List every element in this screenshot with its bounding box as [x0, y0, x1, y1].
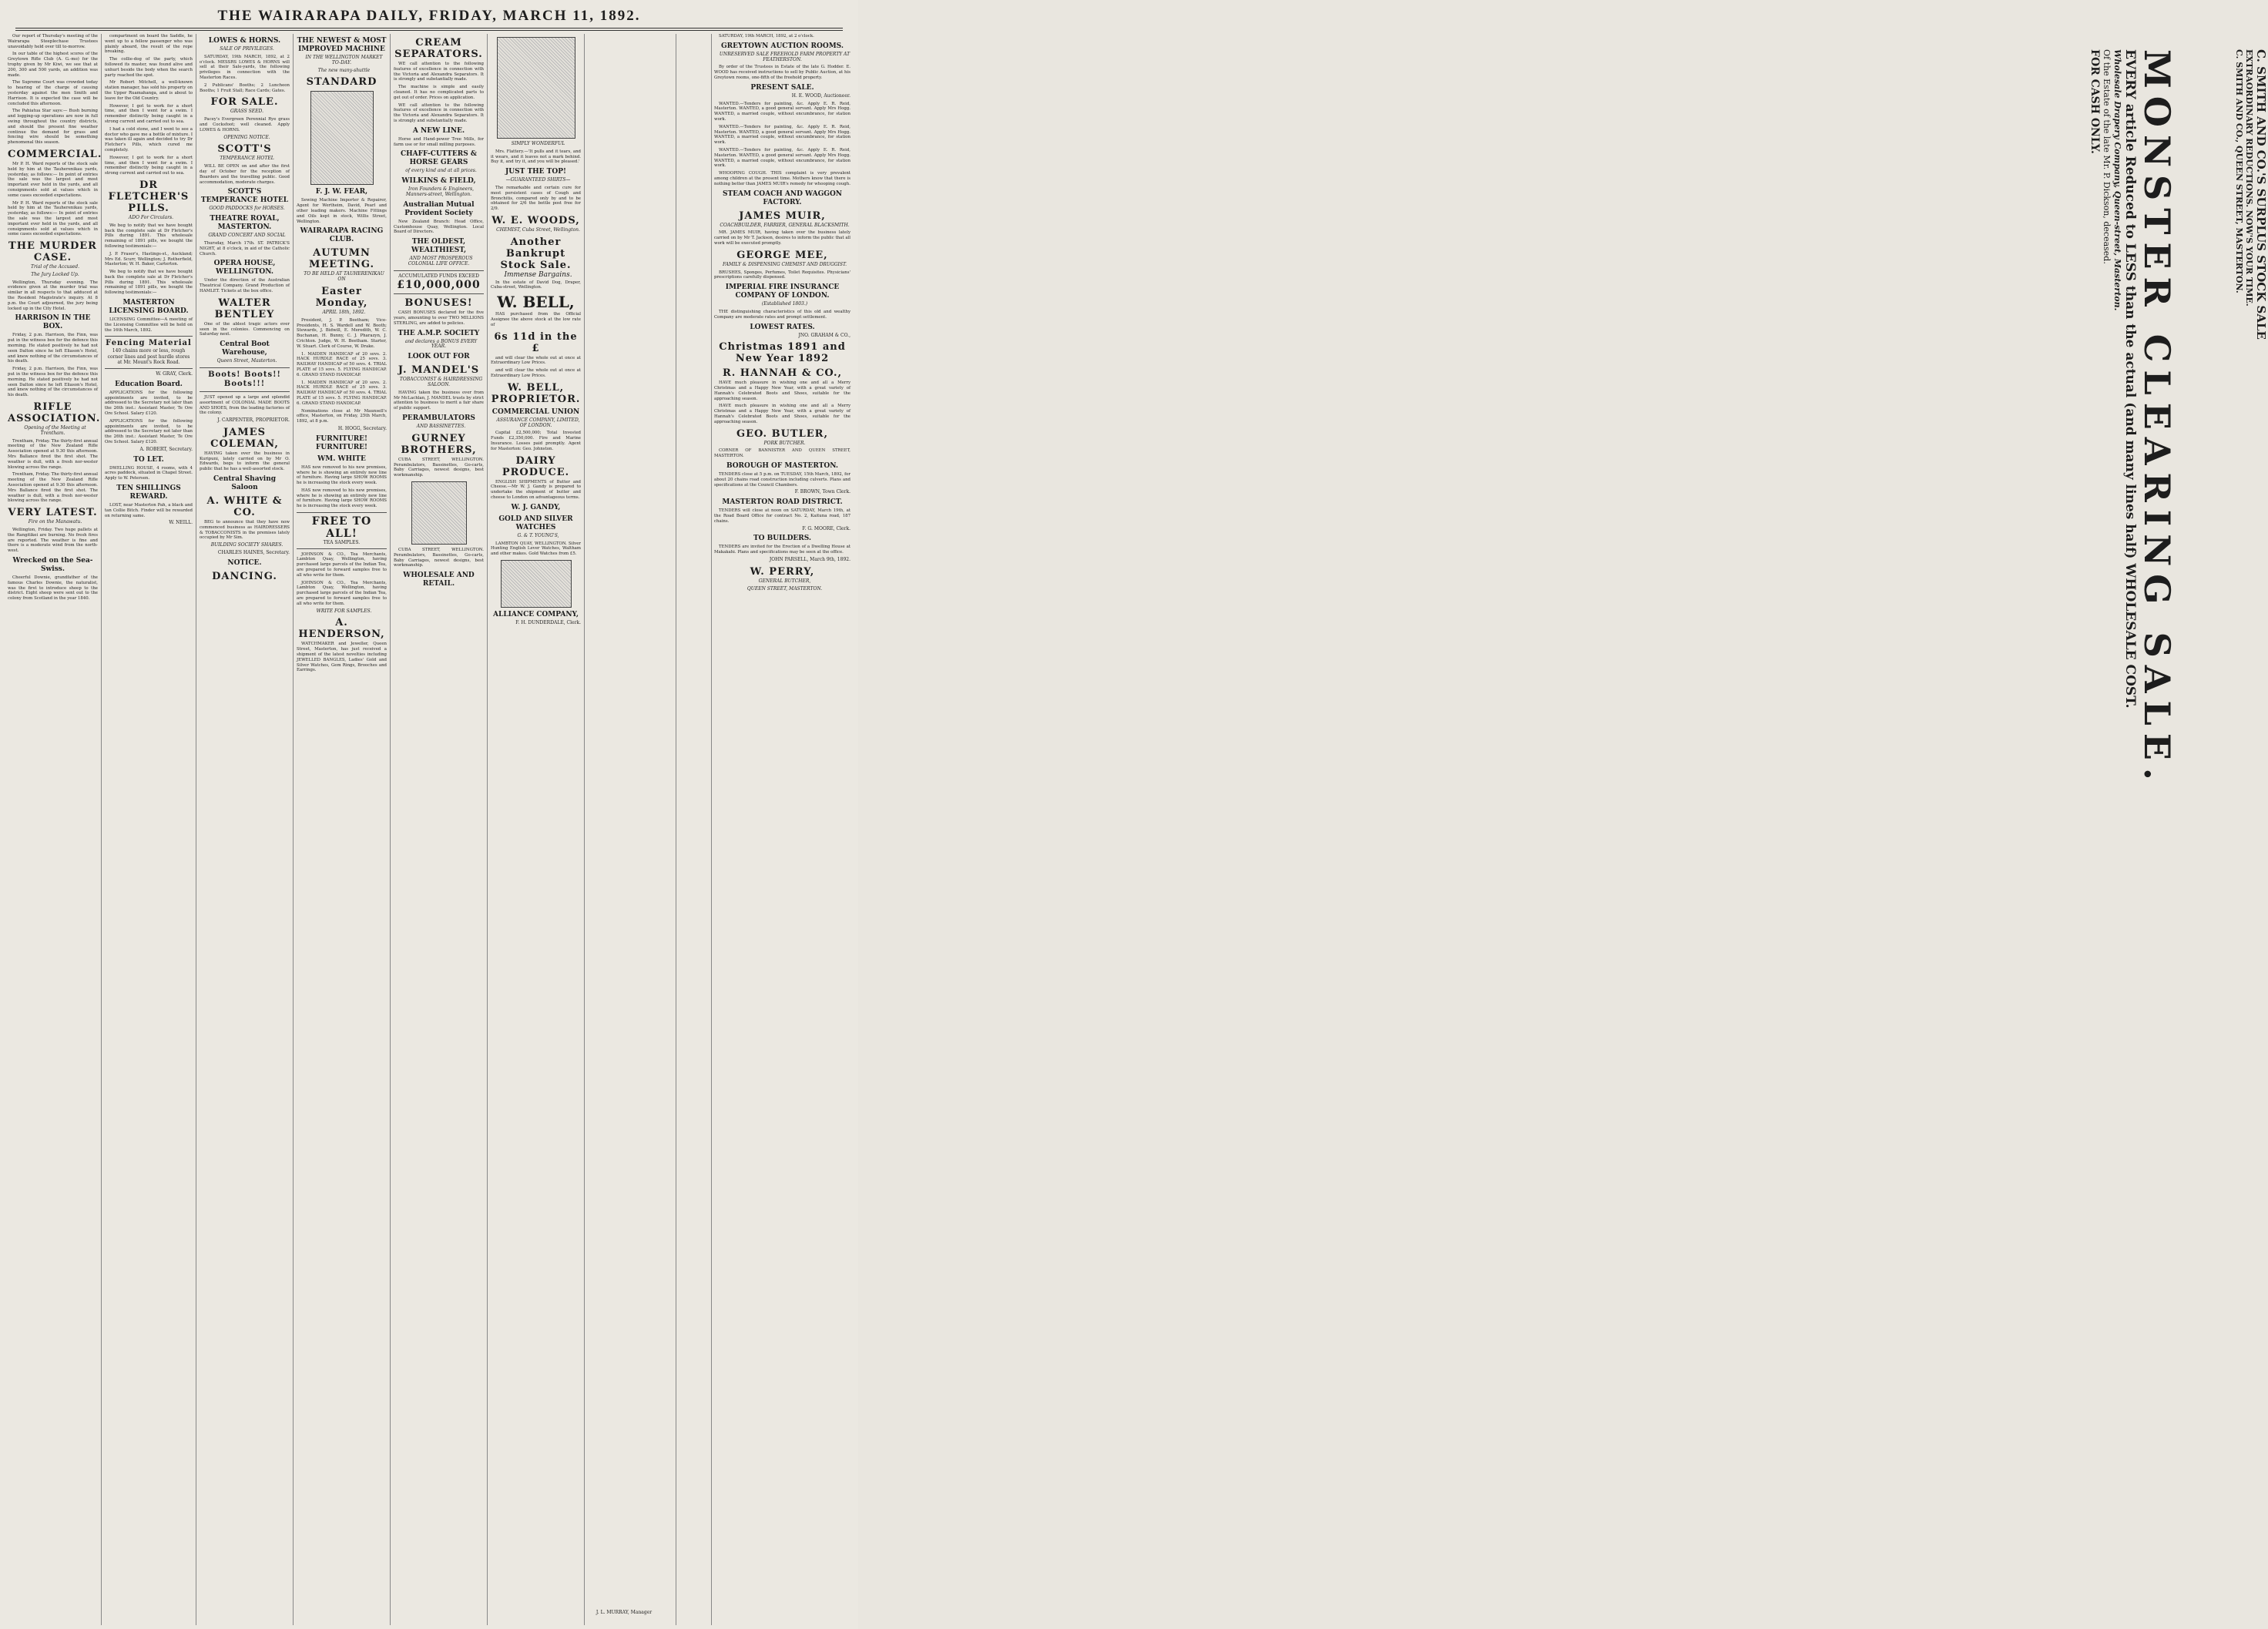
- heading-dancing: DANCING.: [212, 570, 277, 582]
- paragraph: The machine is simple and easily cleaned. It has no complicated parts to get out of order. Prices on application.: [394, 85, 484, 100]
- monster-sale-title: MONSTER CLEARING SALE.: [2136, 49, 2178, 788]
- subheading: GRAND CONCERT AND SOCIAL: [208, 233, 286, 239]
- paragraph: In the estate of David Dog, Draper, Cuba-street, Wellington.: [491, 280, 581, 290]
- heading-to-let: TO LET.: [133, 455, 164, 464]
- paragraph: Cheerful Downie, grandfather of the famous Charles Downie, the naturalist, was the first to introduce sheep to the district. Eight sheep were sent out to the colony from Scotland in the year 1840.: [8, 575, 98, 602]
- paragraph: Trentham, Friday. The thirty-first annual meeting of the New Zealand Rifle Association opened at 9.30 this afternoon. Mrs Ballance fired the first shot. The weather is dull, with a fresh nor-wester blowing across the range.: [8, 438, 99, 470]
- subheading: FAMILY & DISPENSING CHEMIST AND DRUGGIST.: [722, 261, 847, 267]
- paragraph: JOHNSON & CO., Tea Merchants, Lambton Quay, Wellington, having purchased large parcels of the Indian Tea, are prepared to forward samples free to all who write for them.: [297, 551, 387, 578]
- heading-furniture: FURNITURE! FURNITURE!: [316, 434, 367, 451]
- heading-fletcher-pills: DR FLETCHER'S PILLS.: [108, 179, 190, 214]
- heading-autumn-meeting: AUTUMN MEETING.: [308, 247, 374, 271]
- subheading: BUILDING SOCIETY SHARES.: [210, 542, 284, 548]
- paragraph: Horse and Hand-power Tree Mills, for farm use or for small milling purposes.: [394, 136, 484, 147]
- smith-sale-line: EXTRAORDINARY REDUCTIONS. NOW'S YOUR TIME.: [2244, 49, 2254, 307]
- heading-commercial-union: COMMERCIAL UNION: [492, 407, 580, 416]
- paragraph: MR. JAMES MUIR, having taken over the business lately carried on by Mr T. Jackson, desires to inform the public that all work will be executed promptly.: [714, 230, 850, 246]
- heading-james-muir: JAMES MUIR,: [739, 209, 826, 222]
- heading-alliance: ALLIANCE COMPANY,: [493, 610, 579, 618]
- heading-lowes-horns: LOWES & HORNS.: [208, 37, 281, 45]
- paragraph: We beg to notify that we have bought back the complete sale at Dr Fletcher's Pills during 1891. This wholesale remaining of 1891 pills, we bought the following testimonials:—: [105, 270, 193, 296]
- subheading: APRIL 18th, 1892.: [322, 309, 366, 315]
- heading-imperial-fire: IMPERIAL FIRE INSURANCE COMPANY OF LONDON.: [725, 283, 840, 300]
- subheading: Iron Founders & Engineers, Manners-street, Wellington.: [405, 186, 475, 197]
- paragraph: 2 Publicans' Booths; 2 Luncheon Booths; 1 Fruit Stall; Race Cards; Gates.: [200, 82, 290, 93]
- subheading: The new many-shuttle: [317, 67, 371, 73]
- heading-road-district: MASTERTON ROAD DISTRICT.: [722, 498, 843, 507]
- paragraph: The collie-dog of the party, which followed its master, was found alive and unhurt beside the body when the search party reached the spot.: [105, 57, 193, 78]
- paragraph: Friday, 2 p.m. Harrison, the Finn, was put in the witness box for the defence this morning. He stated positively he had not seen Dalton since he left Eliason's Hotel, and knew nothing of the circumstances of his death.: [8, 367, 98, 398]
- paragraph: APPLICATIONS for the following appointments are invited, to be addressed to the Secretary not later than the 26th inst.: Assistant Master, Te Ore Ore School. Salary £120.: [105, 390, 193, 416]
- paragraph: WILL BE OPEN on and after the first day of October for the reception of Boarders and the travelling public. Good accommodation, moderate charges.: [200, 164, 290, 185]
- paragraph: President, J. P. Beetham; Vice-Presidents, H. S. Wardell and W. Booth; Stewards, J. Bidwill, E. Meredith, W. C. Buchanan, H. Bunny, C. J. Pharazyn, J. Crichton. Judge, W. H. Beetham. Starter, W. Stuart. Clerk of Course, W. Drake.: [297, 317, 387, 349]
- monster-sale-line: EVERY article Reduced to LESS than the actual (and many lines half) WHOLESALE COST.: [2122, 49, 2138, 709]
- heading-education-board: Education Board.: [115, 380, 183, 388]
- monster-sale-line: Wholesale Drapery Company, Queen-street, Masterton.: [2112, 49, 2122, 311]
- paragraph: Mr Robert Mitchell, a well-known station manager, has sold his property on the Upper Ruamahanga, and is about to leave for the Old Country.: [105, 80, 193, 101]
- column-9: [711, 34, 854, 1625]
- smith-sale-title: C. SMITH AND CO.'S SURPLUS STOCK SALE: [2254, 49, 2268, 340]
- paragraph: WANTED.—Tenders for painting, &c. Apply E. R. Reid, Masterton. WANTED, a good general servant. Apply Mrs Hogg. WANTED, a married couple, without encumbrance, for station work.: [714, 124, 850, 146]
- paragraph: We beg to notify that we have bought back the complete sale at Dr Fletcher's Pills during 1891. This wholesale remaining of 1891 pills, we bought the following testimonials:—: [105, 223, 193, 249]
- paragraph: However, I got to work for a short time, and then I went for a swim. I remember distinctly being caught in a strong current and carried out to sea.: [105, 103, 193, 124]
- paragraph: TENDERS close at 5 p.m. on TUESDAY, 15th March, 1892, for about 20 chains road construction including culverts. Plans and specifications at the Council Chambers.: [714, 472, 850, 488]
- heading-amp-2: THE A.M.P. SOCIETY: [398, 329, 480, 337]
- vertical-ad-inner: [2085, 34, 2176, 1625]
- heading-lowest-rates: LOWEST RATES.: [750, 323, 815, 331]
- subheading: TO BE HELD AT TAUHERENIKAU ON: [304, 271, 384, 283]
- heading-hannah: R. HANNAH & CO.,: [722, 367, 843, 380]
- paragraph: compartment on board the Saddle, he went up to a fellow passenger who was plainly aboard, the result of the rope breaking.: [105, 34, 193, 55]
- wonderful-illustration: [497, 37, 575, 139]
- ad-title: FREE TO ALL!: [311, 515, 372, 541]
- paragraph: TENDERS are invited for the Erection of a Dwelling House at Makakahi. Plans and specifications may be seen at the office.: [714, 545, 850, 555]
- heading-easter-monday: Easter Monday,: [315, 285, 368, 309]
- subheading: WRITE FOR SAMPLES.: [316, 608, 372, 614]
- paragraph: BEG to announce that they have now commenced business as HAIRDRESSERS & TOBACCONISTS in the premises lately occupied by Mr Sim.: [200, 520, 290, 541]
- heading-coach-factory: STEAM COACH AND WAGGON FACTORY.: [722, 189, 843, 206]
- subheading: IN THE WELLINGTON MARKET TO-DAY.: [305, 55, 383, 65]
- subheading: SALE OF PRIVILEGES.: [220, 46, 274, 52]
- heading-george-mee: GEORGE MEE,: [736, 249, 828, 261]
- heading-murder-case: THE MURDER CASE.: [8, 240, 97, 264]
- column-2: [102, 34, 196, 1625]
- heading-shaving-saloon: Central Shaving Saloon: [213, 475, 277, 492]
- perambulator-illustration: [411, 481, 467, 545]
- ad-free-to-all: [297, 512, 387, 549]
- paragraph: Trentham, Friday. The thirty-first annual meeting of the New Zealand Rifle Association opened at 9.30 this afternoon. Mrs Ballance fired the first shot. The weather is dull, with a fresh nor-wester blowing across the range.: [8, 472, 99, 504]
- signature: W. NEILL.: [169, 520, 193, 526]
- heading-wm-white: WM. WHITE: [317, 454, 366, 463]
- subheading: SIMPLY WONDERFUL: [511, 141, 565, 146]
- paragraph: New Zealand Branch: Head Office, Customhouse Quay, Wellington. Local Board of Directors.: [394, 219, 484, 235]
- ad-title: Boots! Boots!! Boots!!!: [208, 370, 281, 388]
- paragraph: LICENSING Committee—A meeting of the Licensing Committee will be held on the 16th March, 1892.: [105, 317, 193, 333]
- heading-machine: THE NEWEST & MOST IMPROVED MACHINE: [297, 37, 387, 53]
- paragraph: HAVE much pleasure in wishing one and all a Merry Christmas and a Happy New Year, with a great variety of Hannah's Celebrated Boots and Shoes, suitable for the approaching season.: [714, 380, 850, 401]
- subheading: G. & T. YOUNG'S,: [517, 532, 559, 538]
- ad-fencing: [105, 336, 193, 369]
- heading-for-sale: FOR SALE.: [210, 96, 279, 109]
- column-3: [196, 34, 294, 1625]
- heading-perambulators: PERAMBULATORS: [402, 414, 475, 422]
- subheading: of every kind and at all prices.: [405, 168, 477, 174]
- paragraph: HAVE much pleasure in wishing one and all a Merry Christmas and a Happy New Year, with a great variety of Hannah's Celebrated Boots and Shoes, suitable for the approaching season.: [714, 404, 850, 424]
- heading-scotts: SCOTT'S: [217, 143, 272, 156]
- paragraph: WANTED.—Tenders for painting, &c. Apply E. R. Reid, Masterton. WANTED, a good general servant. Apply Mrs Hogg. WANTED, a married couple, without encumbrance, for station work.: [714, 101, 850, 122]
- heading-chaff-cutters: CHAFF-CUTTERS & HORSE GEARS: [401, 150, 477, 167]
- subheading: TOBACCONIST & HAIRDRESSING SALOON.: [399, 377, 483, 388]
- heading-rifle: RIFLE ASSOCIATION.: [8, 401, 101, 425]
- paragraph: WATCHMAKER and Jeweller, Queen Street, Masterton, has just received a shipment of the latest novelties including JEWELLED BANGLES, Ladies' Gold and Silver Watches, Gem Rings, Brooches and Earrings.: [297, 642, 387, 673]
- heading-borough: BOROUGH OF MASTERTON.: [726, 462, 839, 471]
- paragraph: Mr P. H. Ward reports of the stock sale held by him at the Tauherenikau yards, yesterday, as follows:— In point of entries the sale was the largest and most important ever held in the yards, and all consignments sold at values which in some cases exceeded expectations.: [8, 161, 98, 198]
- subheading: ADO For Circulars.: [128, 214, 174, 220]
- monster-sale-manager: J. L. MURRAY, Manager: [596, 1610, 653, 1615]
- heading-racing-club: WAIRARAPA RACING CLUB.: [300, 227, 384, 244]
- heading-commercial: COMMERCIAL.: [8, 148, 102, 160]
- heading-present-sale: PRESENT SALE.: [750, 83, 814, 92]
- heading-greytown-auction: GREYTOWN AUCTION ROOMS.: [721, 42, 844, 50]
- subheading: GRASS SEED.: [230, 109, 264, 115]
- signature: F. G. MOORE, Clerk.: [802, 525, 850, 531]
- heading-price: 6s 11d in the £: [494, 330, 578, 354]
- heading-theatre-royal: THEATRE ROYAL, MASTERTON.: [210, 215, 280, 232]
- heading-standard: STANDARD: [306, 76, 377, 89]
- paragraph: SATURDAY, 19th MARCH, 1892, at 2 o'clock.: [719, 34, 814, 39]
- paragraph: CORNER OF BANNISTER AND QUEEN STREET, MASTERTON.: [714, 448, 850, 459]
- signature: F. H. DUNDERDALE, Clerk.: [515, 619, 581, 625]
- paragraph: APPLICATIONS for the following appointments are invited, to be addressed to the Secretary not later than the 26th inst.: Assistant Master, Te Ore Ore School. Salary £120.: [105, 418, 193, 444]
- paragraph: TENDERS will close at noon on SATURDAY, March 19th, at the Road Board Office for contract No. 2, Kaituna road, 187 chains.: [714, 508, 850, 524]
- paragraph: HAVING taken over the business in Kuripuni, lately carried on by Mr O. Edwards, begs to inform the general public that he has a well-assorted stock.: [200, 451, 290, 472]
- signature: W. GRAY, Clerk.: [156, 370, 193, 377]
- paragraph: CUBA STREET, WELLINGTON. Perambulators, Bassinettes, Go-carts, Baby Carriages, newest designs, best workmanship.: [394, 547, 484, 568]
- paragraph: The Pahiatua Star says:— Bush burning and logging-up operations are now in full swing throughout the country districts, and should the present fine weather continue the demand for grass and fencing wire should be something phenomenal this season.: [8, 109, 98, 146]
- heading-dairy-produce: DAIRY PRODUCE.: [502, 454, 570, 478]
- heading-gurney: GURNEY BROTHERS,: [401, 432, 477, 456]
- heading-to-builders: TO BUILDERS.: [753, 535, 812, 543]
- signature: H. E. WOOD, Auctioneer.: [791, 92, 850, 99]
- paragraph: In our table of the highest scores of the Greytown Rifle Club (A. G.-mo) for the trophy given by Mr Kiwi, we see that at 200, 300 and 500 yards, an addition was made.: [8, 52, 98, 78]
- paragraph: HAS now removed to his new premises, where he is showing an entirely new line of furniture. Having large SHOW ROOMS he is increasing the stock every week.: [297, 464, 387, 486]
- paragraph: Under the direction of the Australian Theatrical Company. Grand Production of HAMLET. Tickets at the box office.: [200, 278, 290, 293]
- paragraph: The remarkable and certain cure for most persistent cases of Cough and Bronchitis, compared only by and to be obtained for 2/6 the bottle post free for 2/9.: [491, 185, 581, 212]
- heading-henderson: A. HENDERSON,: [298, 617, 385, 641]
- subheading: and declares a BONUS EVERY YEAR.: [404, 338, 478, 350]
- heading-james-coleman: JAMES COLEMAN,: [210, 426, 279, 450]
- paragraph: Our report of Thursday's meeting of the Wairarapa Steeplechase Trustees unavoidably held over till to-morrow.: [8, 34, 98, 49]
- signature: JNO. GRAHAM & CO.,: [798, 332, 850, 338]
- heading-opera-house: OPERA HOUSE, WELLINGTON.: [213, 260, 276, 277]
- heading-w-bell: W. BELL,: [497, 293, 575, 312]
- signature: F. BROWN, Town Clerk.: [794, 489, 850, 495]
- subheading: COACHBUILDER, FARRIER, GENERAL BLACKSMITH.: [720, 222, 850, 228]
- column-1: [5, 34, 102, 1625]
- building-illustration: [501, 560, 572, 608]
- heading-walter-bentley: WALTER BENTLEY: [214, 297, 275, 320]
- signature: JOHN PARSELL, March 9th, 1892.: [769, 557, 850, 563]
- subheading: ASSURANCE COMPANY, LIMITED, OF LONDON.: [496, 417, 580, 428]
- subheading: OPENING NOTICE.: [223, 134, 270, 140]
- subheading: GOOD PADDOCKS for HORSES.: [209, 206, 285, 212]
- ad-title: Fencing Material: [106, 339, 192, 348]
- paragraph: Sewing Machine Importer & Repairer, Agent for Wertheim, David, Pearl and other leading makers. Machine Fittings and Oils kept in stock, Willis Street, Wellington.: [297, 198, 387, 224]
- paragraph: HAVING taken the business over from Mr McLachlan, J. MANDEL trusts by strict attention to business to merit a fair share of public support.: [394, 390, 484, 411]
- heading-harrison: HARRISON IN THE BOX.: [15, 314, 91, 331]
- subheading: QUEEN STREET, MASTERTON.: [746, 585, 823, 592]
- subheading: CHEMIST, Cuba Street, Wellington.: [496, 226, 580, 233]
- column-6: [488, 34, 585, 1625]
- heading-wholesale: WHOLESALE AND RETAIL.: [403, 571, 475, 588]
- columns: [5, 34, 2268, 1625]
- paragraph: 1. MAIDEN HANDICAP of 20 sovs. 2. HACK HURDLE RACE of 25 sovs. 3. RAILWAY HANDICAP of 50 sovs. 4. TRIAL PLATE of 15 sovs. 5. FLYING HANDICAP. 6. GRAND STAND HANDICAP.: [297, 351, 387, 377]
- heading-wilkins-field: WILKINS & FIELD,: [401, 177, 476, 186]
- heading-very-latest: VERY LATEST.: [8, 507, 98, 519]
- ad-body: 140 chains more or less, rough corner lines and post hurdle stores at Mr. Mount's Rock Road.: [107, 348, 190, 366]
- signature: A. ROBERT, Secretary.: [139, 446, 193, 452]
- heading-geo-butler: GEO. BUTLER,: [736, 427, 828, 440]
- signature: J. CARPENTER, PROPRIETOR.: [217, 417, 290, 424]
- paragraph: Friday, 2 p.m. Harrison, the Finn, was put in the witness box for the defence this morning. He stated positively he had not seen Dalton since he left Eliason's Hotel, and knew nothing of the circumstances of his death.: [8, 333, 98, 364]
- paragraph: ENGLISH SHIPMENTS of Butter and Cheese.—Mr W. J. Gandy is prepared to undertake the shipment of butter and cheese to London on advantageous terms.: [491, 479, 581, 500]
- heading-licensing-board: MASTERTON LICENSING BOARD.: [109, 299, 189, 316]
- subheading: Immense Bargains.: [504, 270, 572, 279]
- paragraph: Pacey's Evergreen Perennial Rye grass and Cocksfoot; well cleaned. Apply LOWES & HORNS.: [200, 117, 290, 132]
- heading-woods: W. E. WOODS,: [492, 214, 580, 226]
- paragraph: The Supreme Court was crowded today to hearing of the charge of causing yesterday against the men Smith and Harrison. It is expected the case will be concluded this afternoon.: [8, 80, 98, 106]
- heading-cream-separators: CREAM SEPARATORS.: [394, 37, 483, 60]
- signature: H. HOGG, Secretary.: [337, 425, 387, 431]
- subheading: Trial of the Accused.: [31, 264, 79, 270]
- heading-central-boot: Central Boot Warehouse,: [220, 340, 270, 357]
- paragraph: I had a cold stone, and I went to see a doctor who gave me a bottle of mixture. I was taken ill again and decided to try Dr Fletcher's Pills, which cured me completely.: [105, 126, 193, 153]
- paragraph: WE call attention to the following features of excellence in connection with the Victoria and Alexandra Separators. It is strongly and substantially made.: [394, 62, 484, 82]
- paragraph: CASH BONUSES declared for the five years, amounting to over TWO MILLIONS STERLING, are added to policies.: [394, 310, 484, 326]
- ad-boots: [200, 367, 290, 392]
- heading-wrecked: Wrecked on the Sea-Swiss.: [12, 556, 93, 573]
- heading-bankrupt-stock: Another Bankrupt Stock Sale.: [500, 236, 572, 271]
- ad-accumulated-funds: [394, 270, 484, 295]
- paragraph: and will clear the whole out at once at Extraordinary Low Prices.: [491, 355, 581, 366]
- subheading: Opening of the Meeting at Trentham.: [24, 425, 86, 436]
- paragraph: CUBA STREET, WELLINGTON. Perambulators, Bassinettes, Go-carts, Baby Carriages, newest designs, best workmanship.: [394, 457, 484, 478]
- heading-gold-watches: GOLD AND SILVER WATCHES: [498, 515, 573, 531]
- heading-notice: NOTICE.: [227, 558, 262, 567]
- paragraph: Wellington, Thursday evening. The evidence given at the murder trial was similar in all respects to that adduced at the Resident Magistrate's inquiry. At 8 p.m. the Court adjourned, the jury being locked up in the City Hotel.: [8, 280, 98, 311]
- paragraph: SATURDAY, 19th MARCH, 1892, at 2 o'clock. MESSRS LOWES & HORNS will sell at their Sale-yards, the following privileges in connection with the Masterton Races.: [200, 54, 290, 80]
- paragraph: Thursday, March 17th. ST. PATRICK'S NIGHT, at 8 o'clock, in aid of the Catholic Church.: [200, 240, 290, 256]
- vertical-ad-inner: [2232, 34, 2267, 1625]
- monster-sale-line: Of the Estate of the late Mr. P. Dickson, deceased.: [2102, 49, 2112, 264]
- heading-oldest: THE OLDEST, WEALTHIEST,: [411, 238, 467, 255]
- paragraph: Mr P. H. Ward reports of the stock sale held by him at the Tauherenikau yards, yesterday, as follows:— In point of entries the sale was the largest and most important ever held in the yards, and all consignments sold at values which in some cases exceeded expectations.: [8, 200, 98, 237]
- paragraph: WANTED.—Tenders for painting, &c. Apply E. R. Reid, Masterton. WANTED, a good general servant. Apply Mrs Hogg. WANTED, a married couple, without encumbrance, for station work.: [714, 147, 850, 169]
- heading-amp-society: Australian Mutual Provident Society: [403, 200, 475, 217]
- paragraph: DWELLING HOUSE, 4 rooms, with 4 acres paddock, situated in Chapel Street. Apply to W. Petersen.: [105, 465, 193, 481]
- paragraph: THE distinguishing characteristics of this old and wealthy Company are moderate rates and prompt settlement.: [714, 309, 850, 320]
- paragraph: Wellington, Friday. Two huge pallets at the Rangitikei are burning. No fresh fires are reported. The weather is fine and there is a moderate wind from the north-west.: [8, 527, 98, 554]
- subheading: AND BASSINETTES.: [416, 424, 466, 429]
- subheading: The Jury Locked Up.: [31, 271, 79, 277]
- paragraph: WE call attention to the following features of excellence in connection with the Victoria and Alexandra Separators. It is strongly and substantially made.: [394, 102, 484, 123]
- paragraph: JOHNSON & CO., Tea Merchants, Lambton Quay, Wellington, having purchased large parcels of the Indian Tea, are prepared to forward samples free to all who write for them.: [297, 580, 387, 606]
- paragraph: HAS purchased from the Official Assignee the above stock at the low rate of: [491, 312, 581, 327]
- paragraph: and will clear the whole out at once at Extraordinary Low Prices.: [491, 368, 581, 378]
- ad-body: ACCUMULATED FUNDS EXCEED: [398, 273, 479, 279]
- smith-sale-line: C. SMITH AND CO., QUEEN STREET, MASTERTON.: [2234, 49, 2244, 293]
- heading-mandel: J. MANDEL'S: [398, 364, 480, 377]
- subheading: —GUARANTEED SHIRTS—: [505, 177, 571, 183]
- ad-title: £10,000,000: [397, 279, 481, 292]
- paragraph: Capital £2,500,000; Total Invested Funds £2,350,000. Fire and Marine Insurance. Losses paid promptly. Agent for Masterton: Geo. Johnston.: [491, 431, 581, 451]
- paragraph: LAMBTON QUAY, WELLINGTON. Silver Hunting English Lever Watches, Waltham and other makes. Gold Watches from £5.: [491, 541, 581, 557]
- paragraph: One of the ablest tragic actors ever seen in the colonies. Commencing on Saturday next.: [200, 321, 290, 337]
- heading-fear: F. J. W. FEAR,: [315, 188, 368, 196]
- subheading: Fire on the Manawatu.: [28, 519, 82, 525]
- subheading: UNRESERVED SALE FREEHOLD FARM PROPERTY AT FEATHERSTON.: [719, 51, 850, 62]
- column-5: [391, 34, 488, 1625]
- heading-bonuses: BONUSES!: [404, 297, 473, 310]
- paragraph: Mrs. Flattery.—'It pulls and it tears, and it wears, and it leaves not a mark behind. Buy it, and try it, and you will be pleased.': [491, 149, 581, 165]
- ad-body: TEA SAMPLES.: [323, 540, 361, 546]
- heading-new-line: A NEW LINE.: [412, 126, 465, 135]
- heading-w-perry: W. PERRY,: [750, 565, 815, 578]
- paragraph: Nominations close at Mr Maunsell's office, Masterton, on Friday, 25th March, 1892, at 8 p.m.: [297, 408, 387, 424]
- signature: CHARLES HAINES, Secretary.: [217, 550, 290, 556]
- masthead-rule-2: [15, 30, 843, 31]
- paragraph: JUST opened up a large and splendid assortment of COLONIAL MADE BOOTS AND SHOES, from the leading factories of the colony.: [200, 394, 290, 416]
- subheading: AND MOST PROSPEROUS COLONIAL LIFE OFFICE.: [408, 256, 473, 266]
- heading-a-white: A. WHITE & CO.: [206, 495, 283, 519]
- monster-sale-line: FOR CASH ONLY.: [2089, 49, 2101, 154]
- paragraph: LOST, near Masterton Pah, a black and tan Collie Bitch. Finder will be rewarded on returning same.: [105, 502, 193, 518]
- subheading: PORK BUTCHER.: [763, 440, 806, 446]
- paragraph: 1. MAIDEN HANDICAP of 20 sovs. 2. HACK HURDLE RACE of 25 sovs. 3. RAILWAY HANDICAP of 50 sovs. 4. TRIAL PLATE of 15 sovs. 5. FLYING HANDICAP. 6. GRAND STAND HANDICAP.: [297, 380, 387, 406]
- subheading: (Established 1803.): [761, 301, 808, 307]
- masthead: THE WAIRARAPA DAILY, FRIDAY, MARCH 11, 1892.: [217, 8, 641, 24]
- heading-scotts-2: SCOTT'S TEMPERANCE HOTEL: [200, 188, 289, 205]
- heading-w-bell-2: W. BELL, PROPRIETOR.: [491, 381, 581, 405]
- paragraph: However, I got to work for a short time, and then I went for a swim. I remember distinctly being caught in a strong current and carried out to sea.: [105, 155, 193, 176]
- sewing-machine-illustration: [310, 91, 374, 185]
- heading-gandy: W. J. GANDY,: [511, 503, 561, 511]
- paragraph: By order of the Trustees in Estate of the late G. Hodder. E. WOOD has received instructions to sell by Public Auction, at his Greytown rooms, one-fifth of the freehold property.: [714, 65, 850, 80]
- subheading: TEMPERANCE HOTEL: [220, 156, 274, 162]
- column-4: [294, 34, 391, 1625]
- heading-look-out: LOOK OUT FOR: [408, 353, 470, 361]
- paragraph: WHOOPING COUGH. THIS complaint is very prevalent among children at the present time. Mothers know that there is nothing better than JAMES MUIR's remedy for whooping cough.: [714, 171, 850, 186]
- subheading: GENERAL BUTCHER,: [758, 578, 811, 584]
- paragraph: HAS now removed to his new premises, where he is showing an entirely new line of furniture. Having large SHOW ROOMS he is increasing the stock every week.: [297, 488, 387, 509]
- heading-just-top: JUST THE TOP!: [505, 168, 566, 176]
- heading-christmas: Christmas 1891 and New Year 1892: [719, 341, 846, 365]
- heading-reward: TEN SHILLINGS REWARD.: [116, 484, 181, 501]
- paragraph: BRUSHES, Sponges, Perfumes, Toilet Requisites. Physicians' prescriptions carefully dispensed.: [714, 270, 850, 280]
- paragraph: J. P. Fraser's, Hastings-st., Auckland; Mrs Ed. Scurr, Wellington; J. Rotherfield, Masterton; W. H. Baker, Carterton.: [105, 251, 193, 267]
- subheading: Queen Street, Masterton.: [216, 358, 277, 364]
